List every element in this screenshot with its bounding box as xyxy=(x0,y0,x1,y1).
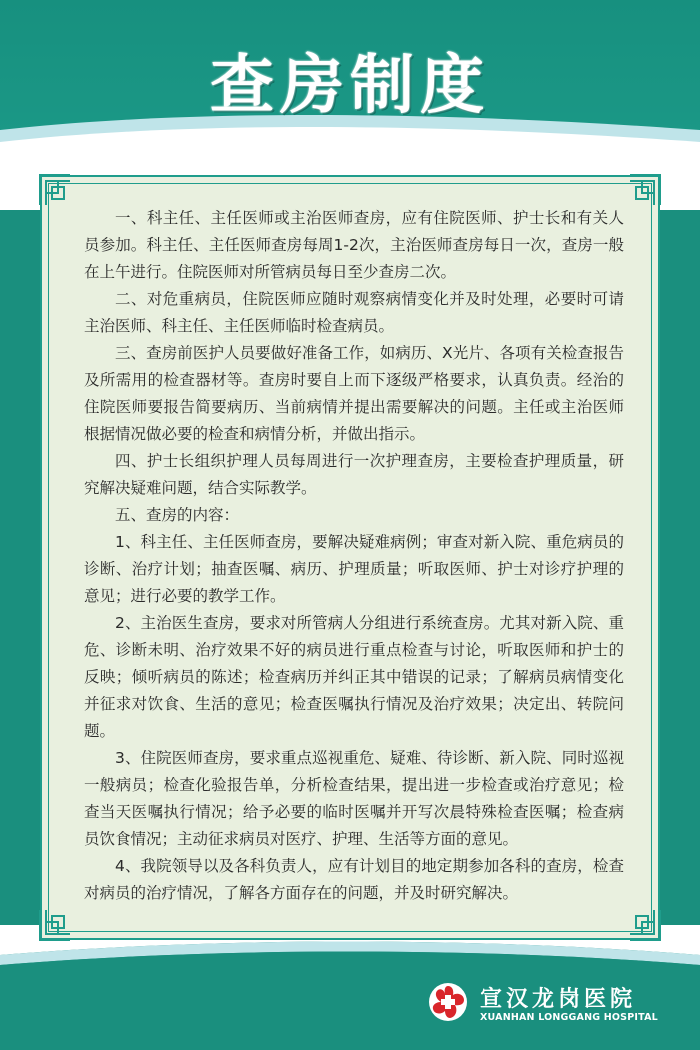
paragraph: 3、住院医师查房，要求重点巡视重危、疑难、待诊断、新入院、同时巡视一般病员；检查化验报告单，分析检查结果，提出进一步检查或治疗意见；检查当天医嘱执行情况；给予必要的临时医嘱并开写次晨特殊检查医嘱；检查病员饮食情况；主动征求病员对医疗、护理、生活等方面的意见。 xyxy=(84,749,624,848)
regulation-text xyxy=(84,205,624,907)
paragraph: 1、科主任、主任医师查房，要解决疑难病例；审查对新入院、重危病员的诊断、治疗计划；抽查医嘱、病历、护理质量；听取医师、护士对诊疗护理的意见；进行必要的教学工作。 xyxy=(84,533,624,605)
paragraph: 二、对危重病员，住院医师应随时观察病情变化并及时处理，必要时可请主治医师、科主任、主任医师临时检查病员。 xyxy=(84,290,624,335)
content-panel xyxy=(40,175,660,940)
corner-ornament-icon xyxy=(628,908,662,942)
corner-ornament-icon xyxy=(38,173,72,207)
hospital-name-cn: 宣汉龙岗医院 xyxy=(480,987,637,1012)
red-cross-logo-icon xyxy=(428,982,468,1022)
paragraph: 一、科主任、主任医师或主治医师查房，应有住院医师、护士长和有关人员参加。科主任、主任医师查房每周1-2次，主治医师查房每日一次，查房一般在上午进行。住院医师对所管病员每日至少查房二次。 xyxy=(84,209,624,281)
page-title: 查房制度 xyxy=(210,49,490,123)
paragraph: 4、我院领导以及各科负责人，应有计划目的地定期参加各科的查房，检查对病员的治疗情况，了解各方面存在的问题，并及时研究解决。 xyxy=(84,857,624,902)
paragraph: 四、护士长组织护理人员每周进行一次护理查房，主要检查护理质量，研究解决疑难问题，结合实际教学。 xyxy=(84,452,624,497)
hospital-logo xyxy=(428,982,668,1026)
paragraph: 五、查房的内容： xyxy=(115,506,240,524)
corner-ornament-icon xyxy=(38,908,72,942)
hospital-name-en: XUANHAN LONGGANG HOSPITAL xyxy=(480,1012,658,1023)
paragraph: 2、主治医生查房，要求对所管病人分组进行系统查房。尤其对新入院、重危、诊断未明、治疗效果不好的病员进行重点检查与讨论，听取医师和护士的反映；倾听病员的陈述；检查病历并纠正其中错误的记录；了解病员病情变化并征求对饮食、生活的意见；检查医嘱执行情况及治疗效果；决定出、转院问题。 xyxy=(84,614,624,740)
paragraph: 三、查房前医护人员要做好准备工作，如病历、X光片、各项有关检查报告及所需用的检查器材等。查房时要自上而下逐级严格要求，认真负责。经治的住院医师要报告简要病历、当前病情并提出需要解决的问题。主任或主治医师根据情况做必要的检查和病情分析，并做出指示。 xyxy=(84,344,624,443)
corner-ornament-icon xyxy=(628,173,662,207)
